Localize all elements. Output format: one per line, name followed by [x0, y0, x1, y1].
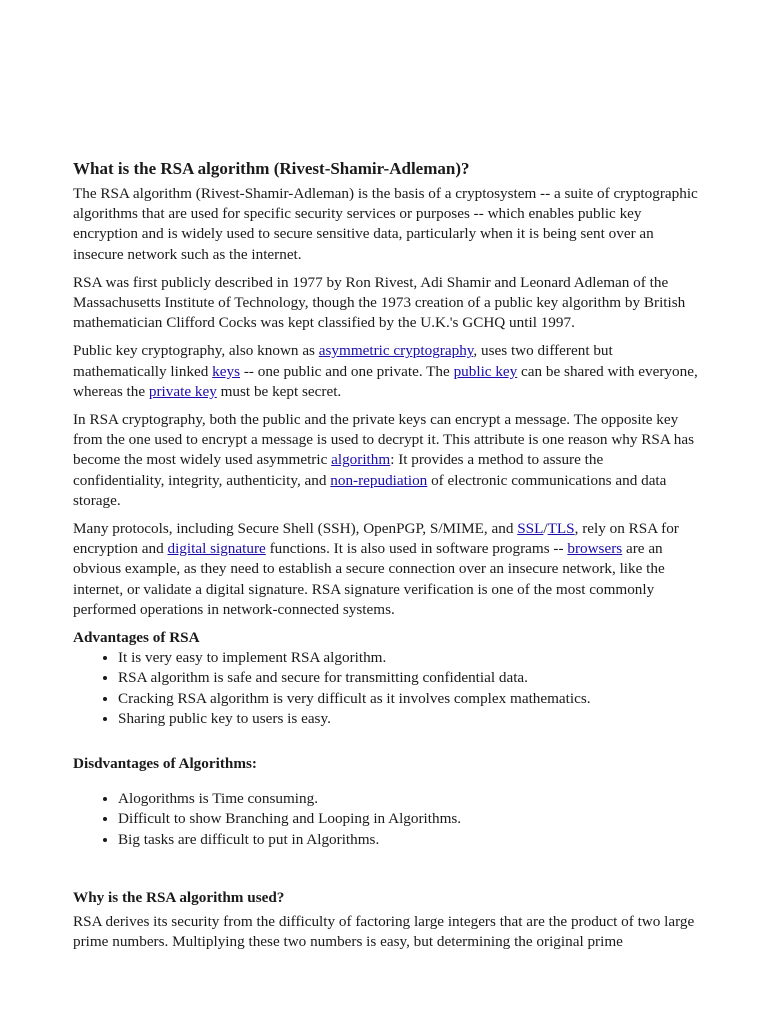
disadvantages-heading: Disdvantages of Algorithms: [73, 755, 257, 773]
list-item: • It is very easy to implement RSA algorithm. [118, 648, 698, 668]
paragraph-public-key [73, 341, 698, 402]
link-browsers[interactable]: browsers [567, 540, 623, 558]
list-item: • Difficult to show Branching and Looping in Algorithms. [118, 809, 698, 829]
list-item: • Big tasks are difficult to put in Algorithms. [118, 830, 698, 850]
text-span: are an obvious example, as they need to establish a secure connection over an insecure network, like the internet, or validate a digital signature. RSA signature verification is one of the most commonly performed operations in network-connected systems. [73, 540, 665, 618]
text-span: : It provides a method to assure the confidentiality, integrity, authenticity, and [73, 451, 604, 489]
link-keys[interactable]: keys [212, 362, 241, 380]
list-item: • Alogorithms is Time consuming. [118, 789, 698, 809]
link-non-repudiation[interactable]: non-repudiation [330, 471, 428, 489]
text-span: In RSA cryptography, both the public and the private keys can encrypt a message. The opposite key from the one used to encrypt a message is used to decrypt it. This attribute is one reason why RSA has become the most widely used asymmetric [73, 411, 695, 469]
text-span: / [543, 520, 548, 538]
paragraph-history: RSA was first publicly described in 1977 by Ron Rivest, Adi Shamir and Leonard Adleman of the Massachusetts Institute of Technology, though the 1973 creation of a public key algorithm by British mathematician Clifford Cocks was kept classified by the U.K.'s GCHQ until 1997. [73, 273, 686, 332]
list-item: • Cracking RSA algorithm is very difficult as it involves complex mathematics. [118, 689, 698, 709]
text-span: -- one public and one private. The [240, 362, 454, 380]
text-span: must be kept secret. [216, 382, 342, 400]
text-span: , rely on RSA for encryption and [73, 520, 679, 558]
link-digital-signature[interactable]: digital signature [167, 540, 266, 558]
text-span: can be shared with everyone, whereas the [73, 362, 698, 400]
main-heading: What is the RSA algorithm (Rivest-Shamir-Adleman)? [73, 159, 470, 178]
text-span: Many protocols, including Secure Shell (SSH), OpenPGP, S/MIME, and [73, 520, 518, 538]
link-algorithm[interactable]: algorithm [331, 451, 391, 469]
link-private-key[interactable]: private key [148, 382, 217, 400]
disadvantages-list [73, 789, 698, 850]
advantages-list [73, 648, 698, 729]
list-item: • RSA algorithm is safe and secure for transmitting confidential data. [118, 668, 698, 688]
paragraph-rsa-cryptography [73, 410, 698, 511]
link-public-key[interactable]: public key [453, 362, 518, 380]
link-tls[interactable]: TLS [547, 520, 575, 538]
document-page [73, 158, 698, 961]
advantages-heading: Advantages of RSA [73, 629, 200, 647]
text-span: of electronic communications and data storage. [73, 471, 667, 509]
why-heading: Why is the RSA algorithm used? [73, 888, 285, 906]
paragraph-protocols [73, 519, 698, 620]
paragraph-why: RSA derives its security from the difficulty of factoring large integers that are the product of two large prime numbers. Multiplying these two numbers is easy, but determining the original prime [73, 913, 695, 951]
list-item: • Sharing public key to users is easy. [118, 709, 698, 729]
paragraph-intro: The RSA algorithm (Rivest-Shamir-Adleman) is the basis of a cryptosystem -- a suite of cryptographic algorithms that are used for specific security services or purposes -- which enables public key encryption and is widely used to secure sensitive data, particularly when it is being sent over an insecure network such as the internet. [73, 185, 698, 263]
link-asymmetric-cryptography[interactable]: asymmetric cryptography [318, 342, 474, 360]
link-ssl[interactable]: SSL [517, 520, 544, 538]
text-span: functions. It is also used in software programs -- [265, 540, 568, 558]
text-span: , uses two different but mathematically linked [73, 342, 613, 380]
text-span: Public key cryptography, also known as [73, 342, 319, 360]
